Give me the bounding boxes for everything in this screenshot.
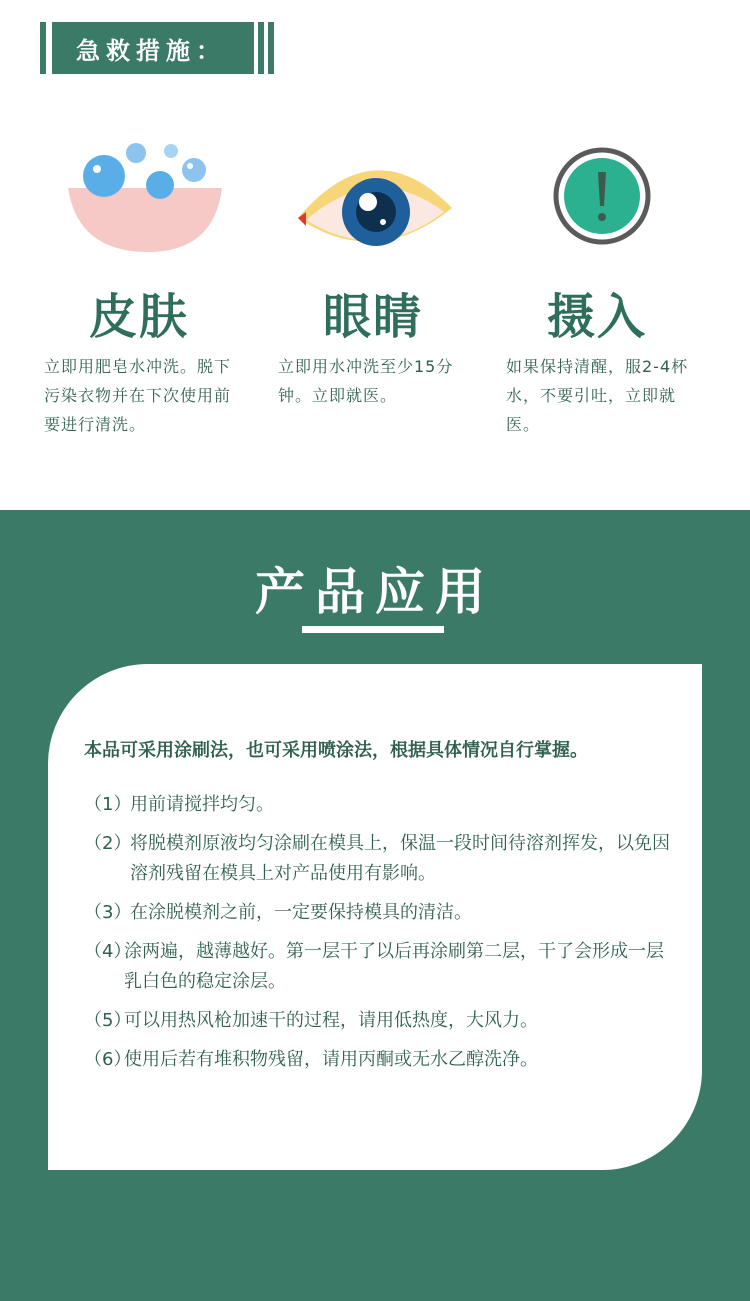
header-stripe (258, 22, 264, 74)
ingestion-desc: 如果保持清醒，服2-4杯水，不要引吐，立即就医。 (506, 357, 689, 434)
step-text: 用前请搅拌均匀。 (130, 794, 274, 815)
product-application-section (0, 510, 750, 1301)
eyes-title: 眼睛 (322, 289, 423, 345)
application-step (84, 898, 674, 928)
application-step (84, 1006, 674, 1036)
step-text: 在涂脱模剂之前，一定要保持模具的清洁。 (130, 902, 472, 923)
skin-bubbles-icon (64, 140, 234, 265)
step-number: （6） (84, 1049, 132, 1070)
step-text: 可以用热风枪加速干的过程，请用低热度，大风力。 (124, 1010, 538, 1031)
application-step (84, 829, 674, 889)
application-step (84, 790, 674, 820)
step-number: （3） (84, 902, 132, 923)
step-text: 涂两遍，越薄越好。第一层干了以后再涂刷第二层，干了会形成一层乳白色的稳定涂层。 (124, 941, 664, 992)
step-number: （4） (84, 941, 132, 962)
first-aid-header-title: 急救措施： (46, 22, 254, 74)
application-step (84, 937, 674, 997)
ingestion-title: 摄入 (546, 289, 647, 345)
step-number: （5） (84, 1010, 132, 1031)
application-steps (84, 790, 674, 1084)
skin-title: 皮肤 (88, 289, 189, 345)
header-stripe (268, 22, 274, 74)
first-aid-section (0, 0, 750, 510)
application-card (48, 664, 702, 1170)
step-number: （2） (84, 833, 132, 854)
title-underline (302, 626, 444, 633)
step-number: （1） (84, 794, 132, 815)
first-aid-header (46, 22, 274, 74)
application-title: 产品应用 (255, 563, 495, 621)
eyes-desc: 立即用水冲洗至少15分钟。立即就医。 (278, 357, 454, 405)
application-step (84, 1045, 674, 1075)
exclamation-icon (536, 140, 706, 265)
step-text: 将脱模剂原液均匀涂刷在模具上，保温一段时间待溶剂挥发，以免因溶剂残留在模具上对产品使用有影响。 (130, 833, 670, 884)
eye-icon (292, 140, 462, 265)
skin-desc: 立即用肥皂水冲洗。脱下污染衣物并在下次使用前要进行清洗。 (44, 357, 232, 434)
application-intro: 本品可采用涂刷法，也可采用喷涂法，根据具体情况自行掌握。 (84, 740, 588, 761)
step-text: 使用后若有堆积物残留，请用丙酮或无水乙醇洗净。 (124, 1049, 538, 1070)
